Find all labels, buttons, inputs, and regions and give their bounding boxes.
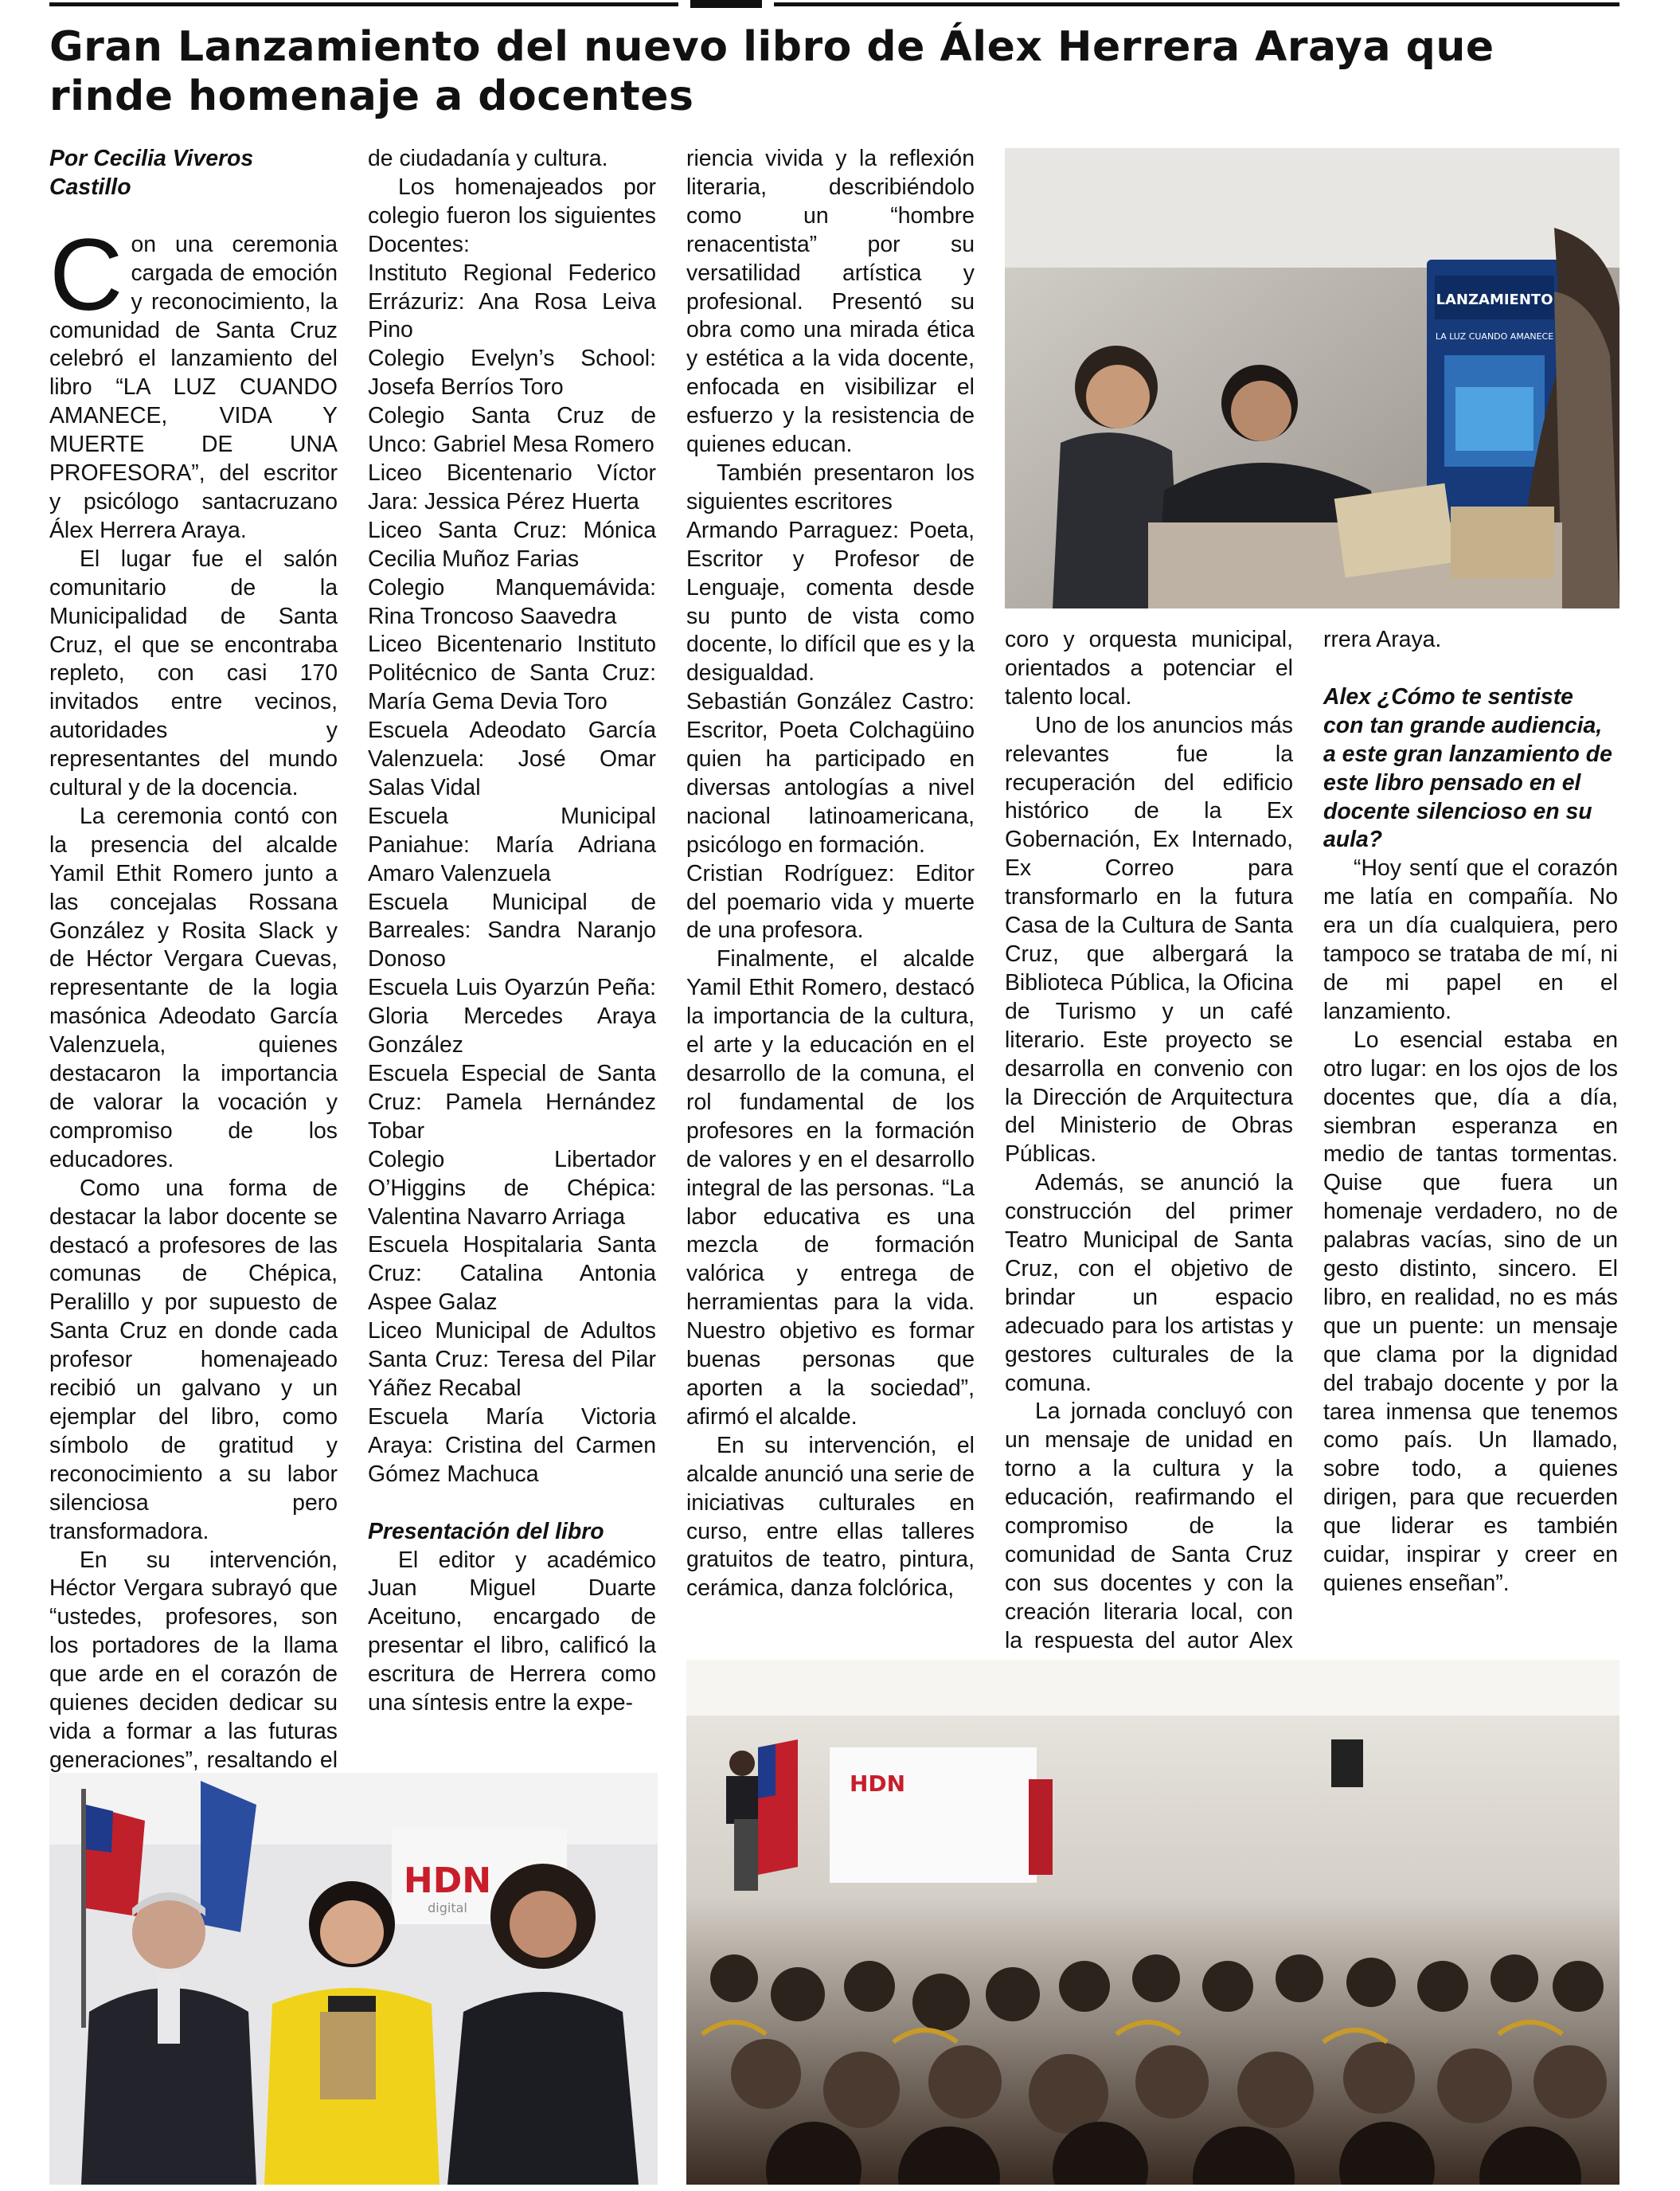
article-column-5 bbox=[1323, 626, 1618, 1598]
honoree-item: Escuela Municipal de Barreales: Sandra Naranjo Donoso bbox=[368, 889, 656, 972]
drop-cap: C bbox=[49, 217, 123, 332]
paragraph: “Hoy sentí que el corazón me latía en compañía. No era un día cualquiera, pero tampoco se trataba de mí, ni de mi papel en el lanzamiento. bbox=[1323, 855, 1618, 1024]
paragraph: En su intervención, el alcalde anunció una serie de iniciativas culturales en curso, entre ellas talleres gratuitos de teatro, pintura, cerámica, danza folclórica, bbox=[686, 1432, 975, 1602]
paragraph: Uno de los anuncios más relevantes fue la recuperación del edificio histórico de la Ex Gobernación, Ex Internado, Ex Correo para transformarlo en la futura Casa de la Cultura de Santa Cruz, que albergará la Biblioteca Pública, la Oficina de Turismo y un café literario. Este proyecto se desarrolla en convenio con la Dirección de Arquitectura del Ministerio de Obras Públicas. bbox=[1005, 712, 1293, 1168]
masthead-rule-right bbox=[774, 2, 1619, 6]
writer-item: Armando Parraguez: Poeta, Escritor y Profesor de Lenguaje, comenta desde su punto de vista como docente, lo difícil que es y la desigualdad. bbox=[686, 517, 975, 687]
honoree-item: Liceo Municipal de Adultos Santa Cruz: Teresa del Pilar Yáñez Recabal bbox=[368, 1318, 656, 1401]
interview-question: Alex ¿Cómo te sentiste con tan grande audiencia, a este gran lanzamiento de este libro pensado en el docente silencioso en su aula? bbox=[1323, 683, 1612, 853]
banner-title-text: LANZAMIENTO bbox=[1436, 291, 1553, 308]
article-headline: Gran Lanzamiento del nuevo libro de Álex Herrera Araya que rinde homenaje a docentes bbox=[49, 23, 1494, 120]
paragraph: de ciudadanía y cultura. bbox=[368, 146, 608, 171]
writer-item: Sebastián González Castro: Escritor, Poeta Colchagüino quien ha participado en diversas antologías a nivel nacional latinoamericana, psicólogo en formación. bbox=[686, 689, 975, 858]
byline: Por Cecilia Viveros Castillo bbox=[49, 146, 254, 200]
honoree-item: Colegio Manquemávida: Rina Troncoso Saavedra bbox=[368, 574, 656, 629]
section-subhead: Presentación del libro bbox=[368, 1518, 604, 1544]
article-column-4 bbox=[1005, 626, 1293, 1684]
paragraph: Los homenajeados por colegio fueron los siguientes Docentes: bbox=[368, 174, 656, 257]
honoree-item: Colegio Libertador O’Higgins de Chépica: Valentina Navarro Arriaga bbox=[368, 1146, 656, 1230]
paragraph: El lugar fue el salón comunitario de la Municipalidad de Santa Cruz, el que se encontraba repleto, con casi 170 invitados entre vecinos, autoridades y representantes del mundo cultural y de la docencia. bbox=[49, 546, 338, 801]
honoree-item: Liceo Santa Cruz: Mónica Cecilia Muñoz Farias bbox=[368, 517, 656, 572]
honoree-item: Escuela Adeodato García Valenzuela: José Omar Salas Vidal bbox=[368, 718, 656, 800]
honoree-item: Escuela Luis Oyarzún Peña: Gloria Mercedes Araya González bbox=[368, 975, 656, 1058]
hdn-logo-sub: digital bbox=[428, 1900, 467, 1915]
banner-subtitle-text: LA LUZ CUANDO AMANECE bbox=[1435, 331, 1554, 342]
honoree-item: Colegio Santa Cruz de Unco: Gabriel Mesa Romero bbox=[368, 403, 656, 458]
masthead-section-tag bbox=[690, 0, 762, 8]
honoree-item: Liceo Bicentenario Instituto Politécnico de Santa Cruz: María Gema Devia Toro bbox=[368, 632, 656, 715]
paragraph: El editor y académico Juan Miguel Duarte Aceituno, encargado de presentar el libro, calificó la escritura de Herrera como una síntesis entre la expe- bbox=[368, 1547, 656, 1716]
paragraph: Como una forma de destacar la labor docente se destacó a profesores de las comunas de Chépica, Peralillo y por supuesto de Santa Cruz en donde cada profesor homenajeado recibió un galvano y un ejemplar del libro, como símbolo de gratitud y reconocimiento a su labor silenciosa pero transformadora. bbox=[49, 1175, 338, 1544]
honorees-list bbox=[368, 260, 656, 1489]
honoree-item: Escuela María Victoria Araya: Cristina del Carmen Gómez Machuca bbox=[368, 1403, 656, 1487]
article-column-2 bbox=[368, 145, 656, 1718]
honoree-item: Escuela Municipal Paniahue: María Adriana Amaro Valenzuela bbox=[368, 803, 656, 886]
masthead-rule bbox=[49, 0, 1619, 8]
paragraph: También presentaron los siguientes escritores bbox=[686, 460, 975, 514]
article-column-1 bbox=[49, 145, 338, 1833]
photo-audience bbox=[686, 1660, 1619, 2185]
honoree-item: Liceo Bicentenario Víctor Jara: Jessica Pérez Huerta bbox=[368, 460, 656, 514]
photo-award-ceremony bbox=[49, 1773, 658, 2185]
honoree-item: Colegio Evelyn’s School: Josefa Berríos Toro bbox=[368, 346, 656, 401]
paragraph: En su intervención, Héctor Vergara subrayó que “ustedes, profesores, son los portadores de la llama que arde en el corazón de quienes deciden dedicar su vida a formar a las futuras generaciones”, resaltando el bbox=[49, 1547, 338, 1773]
honoree-item: Escuela Especial de Santa Cruz: Pamela Hernández Tobar bbox=[368, 1061, 656, 1144]
paragraph: Finalmente, el alcalde Yamil Ethit Romero, destacó la importancia de la cultura, el arte y la educación en el desarrollo de la comuna, el rol fundamental de los profesores en la formación de valores y en el desarrollo integral de las personas. “La labor educativa es una mezcla de formación valórica y entrega de herramientas para la vida. Nuestro objetivo es formar buenas personas que aporten a la sociedad”, afirmó el alcalde. bbox=[686, 946, 975, 1430]
paragraph: Lo esencial estaba en otro lugar: en los ojos de los docentes que, día a día, siembran esperanza en medio de tantas tormentas. Quise que fuera un homenaje verdadero, no de palabras vacías, sino de un gesto distinto, sincero. El libro, en realidad, no es más que un puente: un mensaje que clama por la dignidad del trabajo docente y por la tarea inmensa que tenemos como país. Un llamado, sobre todo, a quienes dirigen, para que recuerden que liderar es también cuidar, inspirar y creer en quienes enseñan”. bbox=[1323, 1027, 1618, 1596]
writer-item: Cristian Rodríguez: Editor del poemario vida y muerte de una profesora. bbox=[686, 860, 975, 944]
honoree-item: Escuela Hospitalaria Santa Cruz: Catalina Antonia Aspee Galaz bbox=[368, 1232, 656, 1316]
hdn-logo-text: HDN bbox=[403, 1860, 492, 1901]
honoree-item: Instituto Regional Federico Errázuriz: Ana Rosa Leiva Pino bbox=[368, 260, 656, 343]
photo-book-signing bbox=[1005, 148, 1619, 608]
paragraph: riencia vivida y la reflexión literaria, describiéndolo como un “hombre renacentista” por su versatilidad artística y profesional. Presentó su obra como una mirada ética y estética a la vida docente, enfocada en visibilizar el esfuerzo y la resistencia de quienes educan. bbox=[686, 146, 975, 458]
paragraph: Además, se anunció la construcción del primer Teatro Municipal de Santa Cruz, con el objetivo de brindar un espacio adecuado para los artistas y gestores culturales de la comuna. bbox=[1005, 1170, 1293, 1396]
paragraph: La jornada concluyó con un mensaje de unidad en torno a la cultura y la educación, reafirmando el compromiso de la comunidad de Santa Cruz con sus docentes y con la creación literaria local, con la respuesta del autor Alex bbox=[1005, 1399, 1293, 1653]
article-column-3 bbox=[686, 145, 975, 1603]
lead-text: on una ceremonia cargada de emoción y reconocimiento, la comunidad de Santa Cruz celebró el lanzamiento del libro “LA LUZ CUANDO AMANECE, VIDA Y MUERTE DE UNA PROFESORA”, del escritor y psicólogo santacruzano Álex Herrera Araya. bbox=[49, 231, 338, 543]
paragraph: rrera Araya. bbox=[1323, 627, 1442, 652]
paragraph: La ceremonia contó con la presencia del alcalde Yamil Ethit Romero junto a las concejalas Rossana González y Rosita Slack y de Héctor Vergara Cuevas, representante de la logia masónica Adeodato García Valenzuela, quienes destacaron la importancia de valorar la vocación y compromiso de los educadores. bbox=[49, 803, 338, 1172]
masthead-rule-left bbox=[49, 2, 678, 6]
lead-paragraph bbox=[49, 217, 338, 546]
paragraph: coro y orquesta municipal, orientados a potenciar el talento local. bbox=[1005, 627, 1293, 710]
hdn-logo-text: HDN bbox=[849, 1770, 906, 1797]
